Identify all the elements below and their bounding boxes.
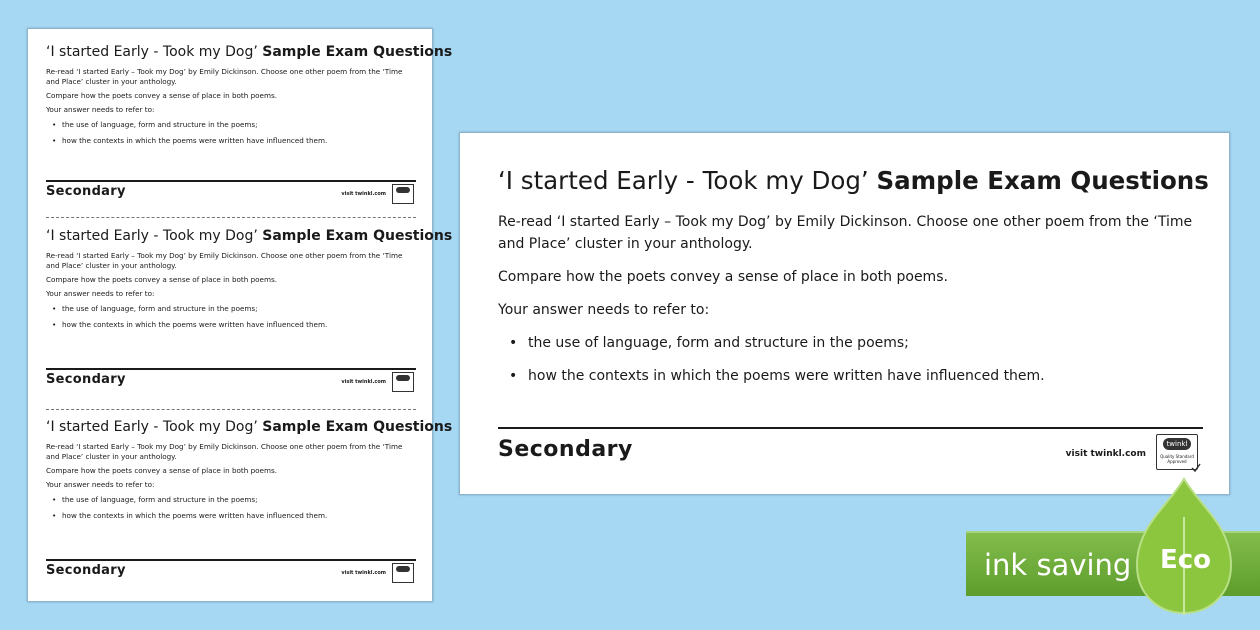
instruction-paragraph: Re-read ‘I started Early – Took my Dog’ by Emily Dickinson. Choose one other poem from the ‘Time and Place’ cluster in your anthology. xyxy=(46,251,403,270)
question-card-1 xyxy=(46,43,453,199)
compare-paragraph: Compare how the poets convey a sense of place in both poems. xyxy=(46,275,277,284)
list-item-text: the use of language, form and structure in the poems; xyxy=(528,335,909,351)
bullet-icon: • xyxy=(509,368,518,384)
title-bold: Sample Exam Questions xyxy=(876,166,1209,195)
title-bold: Sample Exam Questions xyxy=(262,228,453,244)
visit-link: visit twinkl.com xyxy=(341,379,386,385)
bullet-list xyxy=(498,332,1203,387)
visit-link: visit twinkl.com xyxy=(341,191,386,197)
twinkl-logo-icon xyxy=(392,184,414,204)
compare-paragraph: Compare how the poets convey a sense of place in both poems. xyxy=(46,91,277,100)
question-card-enlarged xyxy=(459,132,1230,495)
instruction-paragraph: Re-read ‘I started Early – Took my Dog’ by Emily Dickinson. Choose one other poem from the ‘Time and Place’ cluster in your anthology. xyxy=(46,442,403,461)
list-item xyxy=(46,511,416,521)
bullet-list xyxy=(46,120,416,146)
bullet-icon: • xyxy=(52,320,57,329)
list-item-text: how the contexts in which the poems were written have influenced them. xyxy=(62,320,328,329)
checkmark-icon xyxy=(1191,463,1201,473)
compare-paragraph: Compare how the poets convey a sense of place in both poems. xyxy=(46,466,277,475)
secondary-label: Secondary xyxy=(498,437,633,462)
eco-label: Eco xyxy=(1160,545,1212,575)
secondary-label: Secondary xyxy=(46,372,126,387)
card-footer xyxy=(46,180,416,206)
refer-paragraph: Your answer needs to refer to: xyxy=(498,302,710,318)
bullet-icon: • xyxy=(52,495,57,504)
list-item xyxy=(46,495,416,505)
title-bold: Sample Exam Questions xyxy=(262,419,453,435)
bullet-icon: • xyxy=(52,136,57,145)
secondary-label: Secondary xyxy=(46,184,126,199)
title-bold: Sample Exam Questions xyxy=(262,44,453,60)
list-item-text: how the contexts in which the poems were written have influenced them. xyxy=(528,368,1045,384)
list-item-text: the use of language, form and structure in the poems; xyxy=(62,120,258,129)
list-item-text: the use of language, form and structure in the poems; xyxy=(62,304,258,313)
twinkl-logo-icon xyxy=(392,372,414,392)
cut-line xyxy=(46,409,416,410)
list-item xyxy=(46,320,416,330)
card-title xyxy=(498,165,1209,197)
list-item xyxy=(498,365,1203,387)
title-plain: ‘I started Early - Took my Dog’ xyxy=(46,228,258,244)
refer-paragraph: Your answer needs to refer to: xyxy=(46,480,155,489)
title-plain: ‘I started Early - Took my Dog’ xyxy=(46,419,258,435)
list-item xyxy=(46,136,416,146)
bullet-icon: • xyxy=(52,120,57,129)
card-footer xyxy=(498,427,1203,477)
twinkl-logo-text: twinkl xyxy=(1163,438,1191,450)
question-card-2 xyxy=(46,227,453,387)
bullet-list xyxy=(46,495,416,521)
list-item-text: how the contexts in which the poems were written have influenced them. xyxy=(62,136,328,145)
title-plain: ‘I started Early - Took my Dog’ xyxy=(498,166,869,195)
card-footer xyxy=(46,368,416,394)
bullet-icon: • xyxy=(52,304,57,313)
card-title xyxy=(46,418,453,436)
cut-line xyxy=(46,217,416,218)
bullet-icon: • xyxy=(509,335,518,351)
card-footer xyxy=(46,559,416,585)
refer-paragraph: Your answer needs to refer to: xyxy=(46,289,155,298)
list-item xyxy=(46,120,416,130)
instruction-paragraph: Re-read ‘I started Early – Took my Dog’ by Emily Dickinson. Choose one other poem from the ‘Time and Place’ cluster in your anthology. xyxy=(498,214,1193,252)
question-card-3 xyxy=(46,418,453,578)
list-item xyxy=(46,304,416,314)
list-item-text: the use of language, form and structure in the poems; xyxy=(62,495,258,504)
quality-standard-caption: Quality Standard Approved xyxy=(1160,454,1194,464)
ink-saving-label: ink saving xyxy=(984,548,1132,582)
list-item xyxy=(498,332,1203,354)
visit-link: visit twinkl.com xyxy=(341,570,386,576)
worksheet-preview xyxy=(27,28,453,602)
card-title xyxy=(46,43,453,61)
instruction-paragraph: Re-read ‘I started Early – Took my Dog’ by Emily Dickinson. Choose one other poem from the ‘Time and Place’ cluster in your anthology. xyxy=(46,67,403,86)
compare-paragraph: Compare how the poets convey a sense of place in both poems. xyxy=(498,269,948,285)
visit-link: visit twinkl.com xyxy=(1065,449,1146,459)
list-item-text: how the contexts in which the poems were written have influenced them. xyxy=(62,511,328,520)
bullet-icon: • xyxy=(52,511,57,520)
secondary-label: Secondary xyxy=(46,563,126,578)
bullet-list xyxy=(46,304,416,330)
title-plain: ‘I started Early - Took my Dog’ xyxy=(46,44,258,60)
refer-paragraph: Your answer needs to refer to: xyxy=(46,105,155,114)
twinkl-logo-icon xyxy=(1156,434,1198,470)
card-body xyxy=(498,211,1203,398)
twinkl-logo-icon xyxy=(392,563,414,583)
card-title xyxy=(46,227,453,245)
